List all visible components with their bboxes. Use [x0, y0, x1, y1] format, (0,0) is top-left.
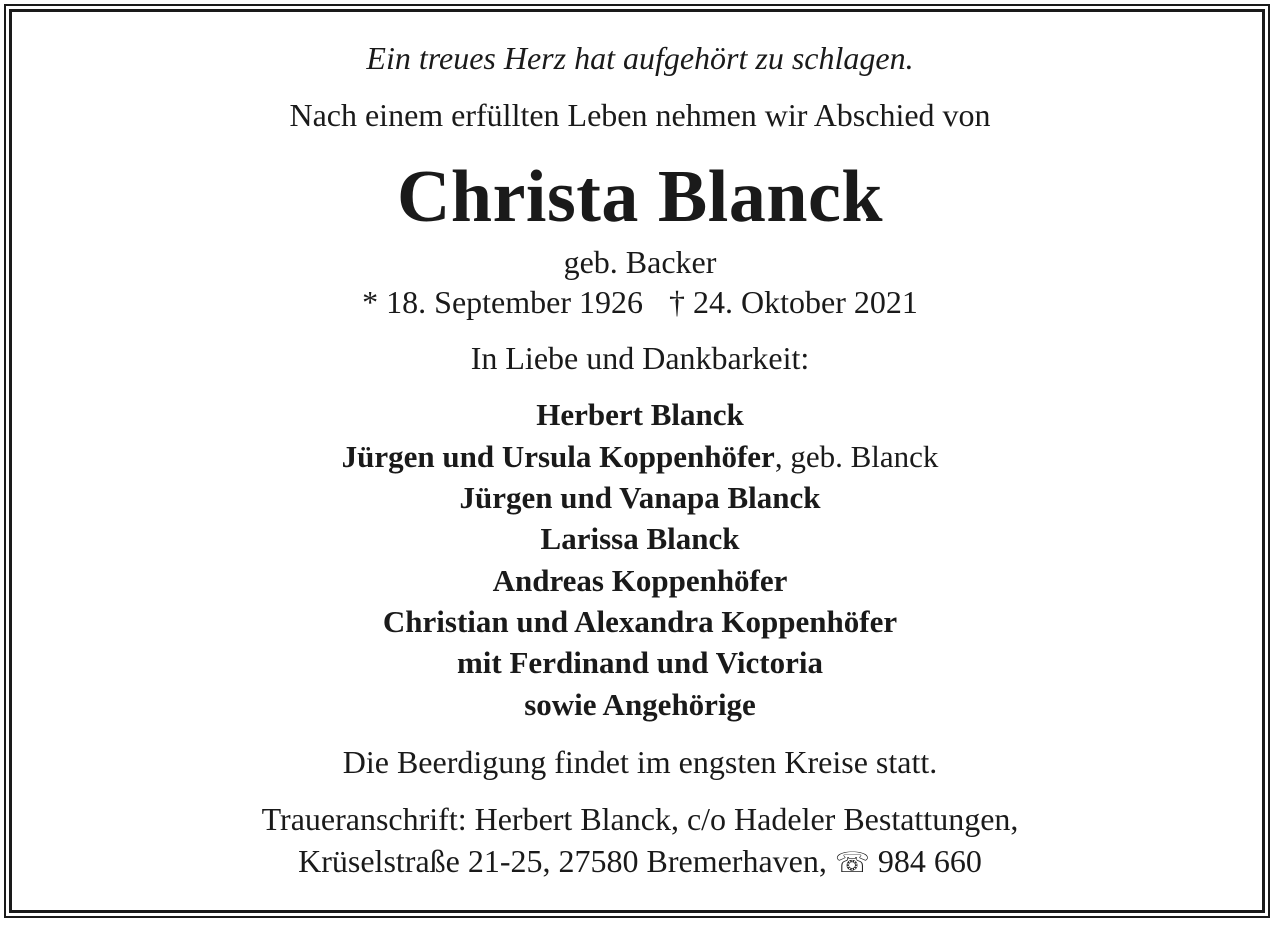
- mourner-line: [0, 563, 1280, 599]
- mourner-line: [0, 645, 1280, 681]
- funeral-note: Die Beerdigung findet im engsten Kreise statt.: [342, 744, 938, 780]
- mourner-line: [0, 397, 1280, 433]
- mourner-line: [0, 439, 1280, 475]
- life-dates: [0, 284, 1280, 321]
- death-date: † 24. Oktober 2021: [668, 284, 918, 320]
- mourner-name: Andreas Koppenhöfer: [492, 563, 788, 598]
- phone-number: 984 660: [877, 843, 982, 879]
- mourner-name: mit Ferdinand und Victoria: [456, 645, 823, 680]
- mourner-line: [0, 480, 1280, 516]
- maiden-name: geb. Backer: [563, 244, 717, 280]
- mourner-name: Larissa Blanck: [540, 521, 740, 556]
- mourner-line: [0, 604, 1280, 640]
- mourning-address-line2: [0, 843, 1280, 880]
- mourner-name: Herbert Blanck: [536, 397, 744, 432]
- mourner-name: Jürgen und Vanapa Blanck: [459, 480, 821, 515]
- motto: Ein treues Herz hat aufgehört zu schlagen.: [366, 40, 914, 76]
- telephone-icon: ☏: [834, 846, 870, 879]
- deceased-name: Christa Blanck: [396, 156, 883, 238]
- mourner-name: Christian und Alexandra Koppenhöfer: [382, 604, 898, 639]
- mourner-line: [0, 521, 1280, 557]
- address-street: Krüselstraße 21-25, 27580 Bremerhaven,: [298, 843, 827, 879]
- mourner-suffix: , geb. Blanck: [774, 439, 939, 474]
- intro-text: Nach einem erfüllten Leben nehmen wir Abschied von: [289, 97, 991, 133]
- mourner-name: sowie Angehörige: [524, 687, 756, 722]
- thanks-text: In Liebe und Dankbarkeit:: [470, 340, 810, 376]
- birth-date: * 18. September 1926: [362, 284, 643, 320]
- mourning-address-line1: Traueranschrift: Herbert Blanck, c/o Hadeler Bestattungen,: [261, 801, 1019, 837]
- mourner-name: Jürgen und Ursula Koppenhöfer: [341, 439, 775, 474]
- mourner-line: [0, 687, 1280, 723]
